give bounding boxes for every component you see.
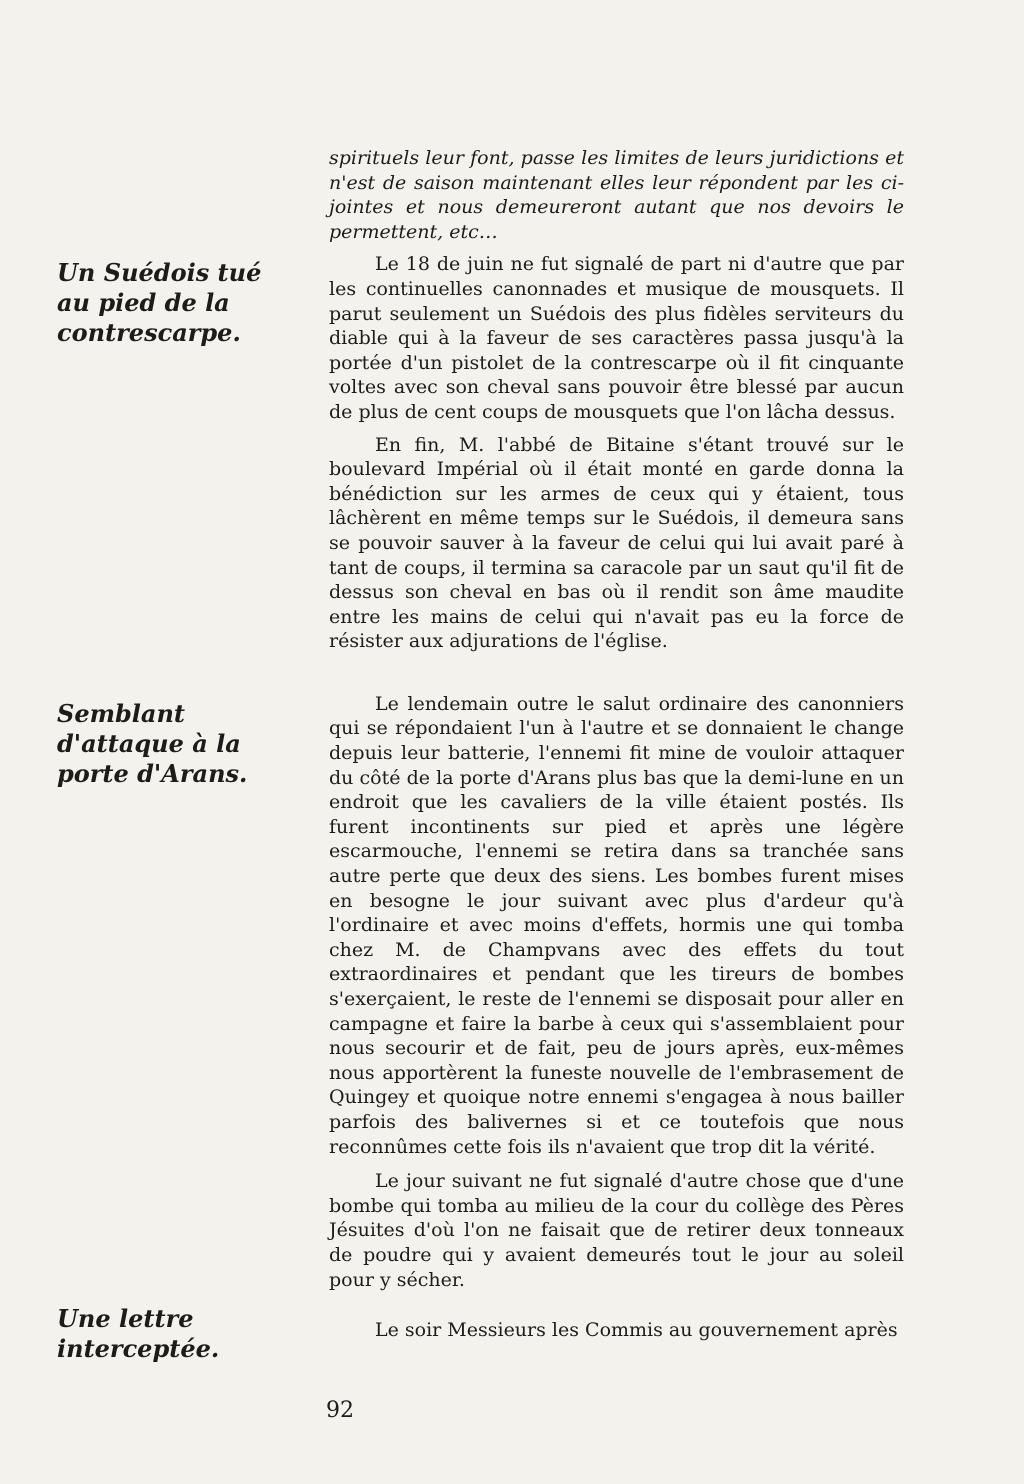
sidenote-intercepted-letter: Une lettre interceptée. bbox=[57, 1304, 220, 1363]
paragraph: Le jour suivant ne fut signalé d'autre chose que d'une bombe qui tomba au milieu de la cour du collège des Pères Jésuites d'où l'on ne faisait que de retirer deux tonneaux de poudre qui y avaient demeurés tout le jour au soleil pour y sécher. bbox=[329, 1170, 904, 1291]
paragraph-intro: spirituels leur font, passe les limites de leurs juridictions et n'est de saison maintenant elles leur répondent par les ci-jointes et nous demeureront autant que nos devoirs le permettent, etc… bbox=[329, 147, 904, 243]
page-number: 92 bbox=[326, 1398, 354, 1423]
sidenote-swede-killed: Un Suédois tué au pied de la contrescarpe. bbox=[57, 258, 262, 347]
paragraph: Le 18 de juin ne fut signalé de part ni d'autre que par les continuelles canonnades et musique de mousquets. Il parut seulement un Suédois des plus fidèles serviteurs du diable qui à la faveur de ses caractères passa jusqu'à la portée d'un pistolet de la contrescarpe où il fit cinquante voltes avec son cheval sans pouvoir être blessé par aucun de plus de cent coups de mousquets que l'on lâcha dessus. bbox=[329, 253, 904, 423]
paragraph: Le soir Messieurs les Commis au gouvernement après bbox=[375, 1319, 898, 1342]
paragraph: Le lendemain outre le salut ordinaire des canonniers qui se répondaient l'un à l'autre et se donnaient le change depuis leur batterie, l'ennemi fit mine de vouloir attaquer du côté de la porte d'Arans plus bas que la demi-lune en un endroit que les cavaliers de la ville étaient postés. Ils furent incontinents sur pied et après une légère escarmouche, l'ennemi se retira dans sa tranchée sans autre perte que deux des siens. Les bombes furent mises en besogne le jour suivant avec plus d'ardeur qu'à l'ordinaire et avec moins d'effets, hormis une qui tomba chez M. de Champvans avec des effets du tout extraordinaires et pendant que les tireurs de bombes s'exerçaient, le reste de l'ennemi se disposait pour aller en campagne et faire la barbe à ceux qui s'assemblaient pour nous secourir et de fait, peu de jours après, eux-mêmes nous apportèrent la funeste nouvelle de l'embrasement de Quingey et quoique notre ennemi s'engagea à nous bailler parfois des balivernes si et ce toutefois que nous reconnûmes cette fois ils n'avaient que trop dit la vérité. bbox=[329, 692, 904, 1158]
paragraph: En fin, M. l'abbé de Bitaine s'étant trouvé sur le boulevard Impérial où il était monté en garde donna la bénédiction sur les armes de ceux qui y étaient, tous lâchèrent en même temps sur le Suédois, il demeura sans se pouvoir sauver à la faveur de celui qui lui avait paré à tant de coups, il termina sa caracole par un saut qu'il fit de dessus son cheval en bas où il rendit son âme maudite entre les mains de celui qui n'avait pas eu la force de résister aux adjurations de l'église. bbox=[329, 433, 904, 653]
main-text bbox=[329, 146, 904, 1343]
sidenote-feint-attack: Semblant d'attaque à la porte d'Arans. bbox=[57, 699, 248, 788]
